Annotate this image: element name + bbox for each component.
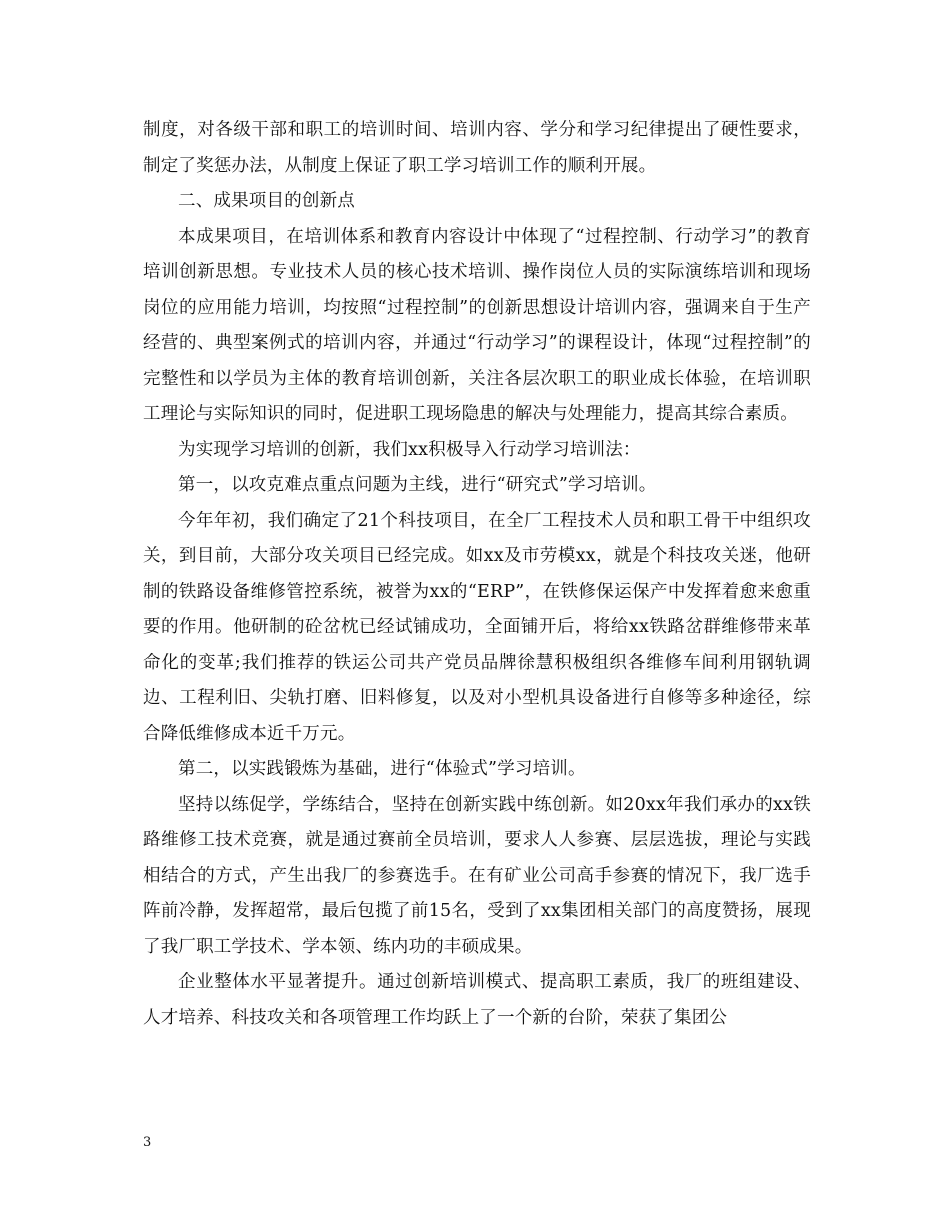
paragraph: 第一，以攻克难点重点问题为主线，进行“研究式”学习培训。 <box>178 475 657 495</box>
paragraph: 企业整体水平显著提升。通过创新培训模式、提高职工素质，我厂的班组建设、人才培养、科技攻关和各项管理工作均跃上了一个新的台阶，荣获了集团公 <box>143 972 811 1028</box>
paragraph: 坚持以练促学，学练结合，坚持在创新实践中练创新。如20xx年我们承办的xx铁路维修工技术竞赛，就是通过赛前全员培训，要求人人参赛、层层选拔，理论与实践相结合的方式，产生出我厂的参赛选手。在有矿业公司高手参赛的情况下，我厂选手阵前冷静，发挥超常，最后包揽了前15名，受到了xx集团相关部门的高度赞扬，展现了我厂职工学技术、学本领、练内功的丰硕成果。 <box>143 794 811 957</box>
paragraph-continuation: 制度，对各级干部和职工的培训时间、培训内容、学分和学习纪律提出了硬性要求，制定了奖惩办法，从制度上保证了职工学习培训工作的顺利开展。 <box>143 120 811 176</box>
paragraph: 今年年初，我们确定了21个科技项目，在全厂工程技术人员和职工骨干中组织攻关，到目前，大部分攻关项目已经完成。如xx及市劳模xx，就是个科技攻关迷，他研制的铁路设备维修管控系统，被誉为xx的“ERP”，在铁修保运保产中发挥着愈来愈重要的作用。他研制的砼岔枕已经试铺成功，全面铺开后，将给xx铁路岔群维修带来革命化的变革;我们推荐的铁运公司共产党员品牌徐慧积极组织各维修车间利用钢轨调边、工程利旧、尖轨打磨、旧料修复，以及对小型机具设备进行自修等多种途径，综合降低维修成本近千万元。 <box>143 510 811 744</box>
section-heading: 二、成果项目的创新点 <box>178 191 355 211</box>
page-number: 3 <box>143 1135 152 1150</box>
paragraph: 为实现学习培训的创新，我们xx积极导入行动学习培训法： <box>178 439 641 460</box>
document-body <box>143 113 811 1036</box>
paragraph: 本成果项目，在培训体系和教育内容设计中体现了“过程控制、行动学习”的教育培训创新思想。专业技术人员的核心技术培训、操作岗位人员的实际演练培训和现场岗位的应用能力培训，均按照“过程控制”的创新思想设计培训内容，强调来自于生产经营的、典型案例式的培训内容，并通过“行动学习”的课程设计，体现“过程控制”的完整性和以学员为主体的教育培训创新，关注各层次职工的职业成长体验，在培训职工理论与实际知识的同时，促进职工现场隐患的解决与处理能力，提高其综合素质。 <box>143 226 811 424</box>
paragraph: 第二，以实践锻炼为基础，进行“体验式”学习培训。 <box>178 759 586 779</box>
